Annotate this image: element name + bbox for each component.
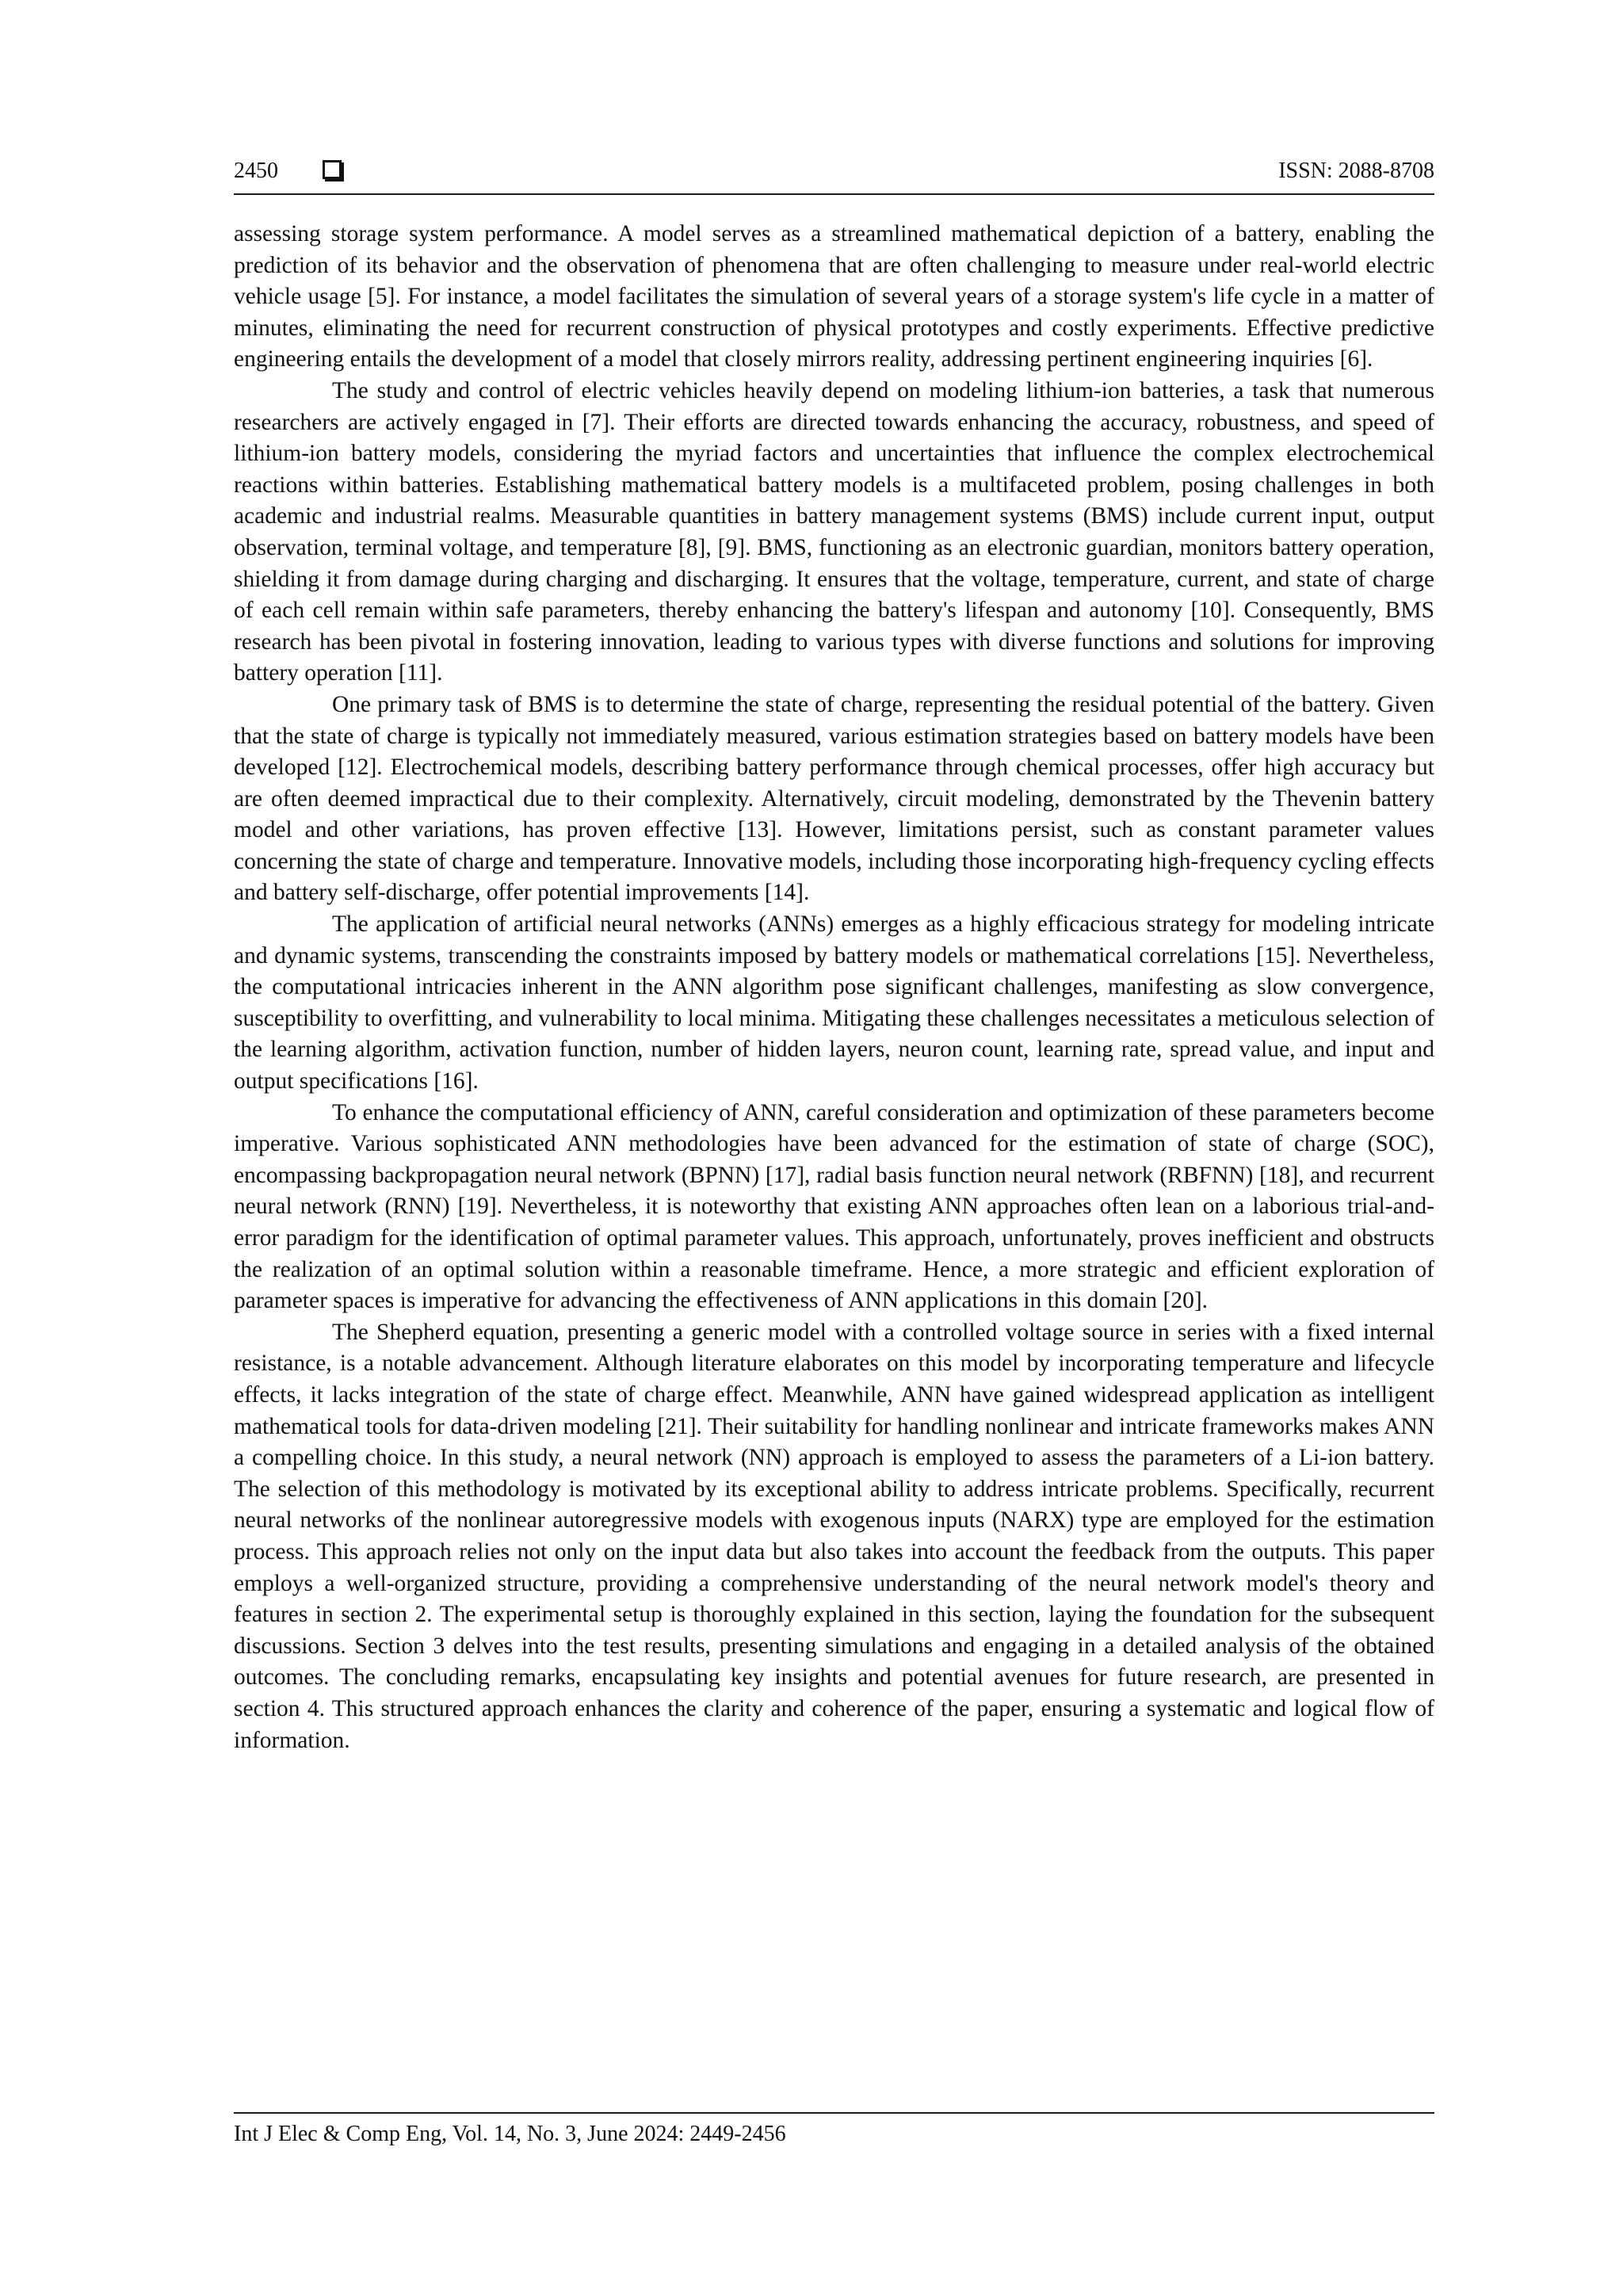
page-header <box>234 155 1434 195</box>
body-text <box>234 219 1434 1756</box>
page-number: 2450 <box>234 159 278 183</box>
footer-citation: Int J Elec & Comp Eng, Vol. 14, No. 3, June 2024: 2449-2456 <box>234 2122 786 2146</box>
paragraph: The study and control of electric vehicles heavily depend on modeling lithium-ion batteries, a task that numerous researchers are actively engaged in [7]. Their efforts are directed towards enhancing the accuracy, robustness, and speed of lithium-ion battery models, considering the myriad factors and uncertainties that influence the complex electrochemical reactions within batteries. Establishing mathematical battery models is a multifaceted problem, posing challenges in both academic and industrial realms. Measurable quantities in battery management systems (BMS) include current input, output observation, terminal voltage, and temperature [8], [9]. BMS, functioning as an electronic guardian, monitors battery operation, shielding it from damage during charging and discharging. It ensures that the voltage, temperature, current, and state of charge of each cell remain within safe parameters, thereby enhancing the battery's lifespan and autonomy [10]. Consequently, BMS research has been pivotal in fostering innovation, leading to various types with diverse functions and solutions for improving battery operation [11]. <box>234 377 1434 686</box>
page-footer <box>234 2112 1434 2150</box>
square-icon <box>323 160 342 179</box>
paragraph: To enhance the computational efficiency of ANN, careful consideration and optimization of these parameters become imperative. Various sophisticated ANN methodologies have been advanced for the estimation of state of charge (SOC), encompassing backpropagation neural network (BPNN) [17], radial basis function neural network (RBFNN) [18], and recurrent neural network (RNN) [19]. Nevertheless, it is noteworthy that existing ANN approaches often lean on a laborious trial-and-error paradigm for the identification of optimal parameter values. This approach, unfortunately, proves inefficient and obstructs the realization of an optimal solution within a reasonable timeframe. Hence, a more strategic and efficient exploration of parameter spaces is imperative for advancing the effectiveness of ANN applications in this domain [20]. <box>234 1099 1434 1314</box>
paragraph-continued: assessing storage system performance. A model serves as a streamlined mathematical depiction of a battery, enabling the prediction of its behavior and the observation of phenomena that are often challenging to measure under real-world electric vehicle usage [5]. For instance, a model facilitates the simulation of several years of a storage system's life cycle in a matter of minutes, eliminating the need for recurrent construction of physical prototypes and costly experiments. Effective predictive engineering entails the development of a model that closely mirrors reality, addressing pertinent engineering inquiries [6]. <box>234 221 1434 372</box>
issn-label: ISSN: 2088-8708 <box>1278 159 1434 183</box>
paragraph: The application of artificial neural networks (ANNs) emerges as a highly efficacious strategy for modeling intricate and dynamic systems, transcending the constraints imposed by battery models or mathematical correlations [15]. Nevertheless, the computational intricacies inherent in the ANN algorithm pose significant challenges, manifesting as slow convergence, susceptibility to overfitting, and vulnerability to local minima. Mitigating these challenges necessitates a meticulous selection of the learning algorithm, activation function, number of hidden layers, neuron count, learning rate, spread value, and input and output specifications [16]. <box>234 911 1434 1095</box>
paragraph: One primary task of BMS is to determine the state of charge, representing the residual potential of the battery. Given that the state of charge is typically not immediately measured, various estimation strategies based on battery models have been developed [12]. Electrochemical models, describing battery performance through chemical processes, offer high accuracy but are often deemed impractical due to their complexity. Alternatively, circuit modeling, demonstrated by the Thevenin battery model and other variations, has proven effective [13]. However, limitations persist, such as constant parameter values concerning the state of charge and temperature. Innovative models, including those incorporating high-frequency cycling effects and battery self-discharge, offer potential improvements [14]. <box>234 691 1434 906</box>
paragraph: The Shepherd equation, presenting a generic model with a controlled voltage source in series with a fixed internal resistance, is a notable advancement. Although literature elaborates on this model by incorporating temperature and lifecycle effects, it lacks integration of the state of charge effect. Meanwhile, ANN have gained widespread application as intelligent mathematical tools for data-driven modeling [21]. Their suitability for handling nonlinear and intricate frameworks makes ANN a compelling choice. In this study, a neural network (NN) approach is employed to assess the parameters of a Li-ion battery. The selection of this methodology is motivated by its exceptional ability to address intricate problems. Specifically, recurrent neural networks of the nonlinear autoregressive models with exogenous inputs (NARX) type are employed for the estimation process. This approach relies not only on the input data but also takes into account the feedback from the outputs. This paper employs a well-organized structure, providing a comprehensive understanding of the neural network model's theory and features in section 2. The experimental setup is thoroughly explained in this section, laying the foundation for the subsequent discussions. Section 3 delves into the test results, presenting simulations and engaging in a detailed analysis of the obtained outcomes. The concluding remarks, encapsulating key insights and potential avenues for future research, are presented in section 4. This structured approach enhances the clarity and coherence of the paper, ensuring a systematic and logical flow of information. <box>234 1319 1434 1753</box>
